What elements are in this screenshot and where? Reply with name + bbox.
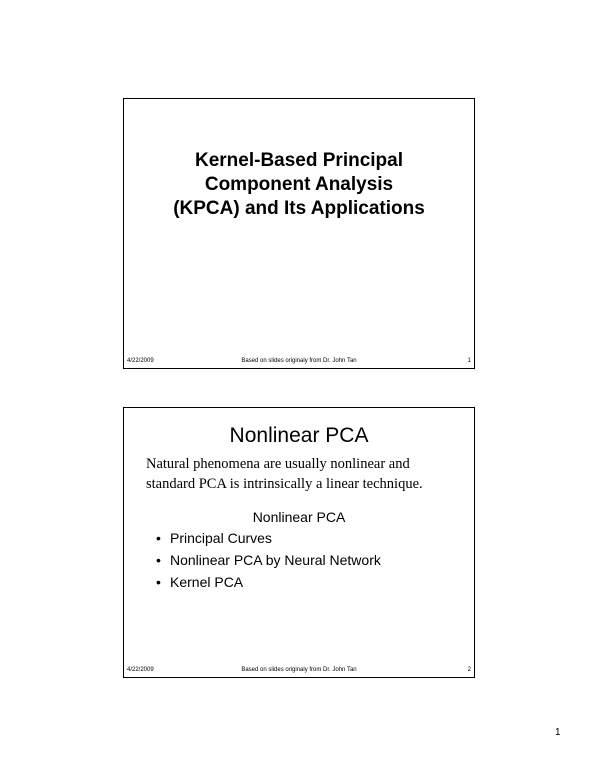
list-item	[156, 527, 381, 549]
slide-footer	[126, 356, 472, 366]
slide-intro-text	[146, 454, 466, 494]
intro-line: Natural phenomena are usually nonlinear and	[146, 456, 410, 472]
slide-title	[124, 149, 474, 221]
bullet-icon: •	[156, 552, 161, 568]
slide-2	[123, 407, 475, 678]
intro-line: standard PCA is intrinsically a linear technique.	[146, 476, 423, 492]
bullet-icon: •	[156, 530, 161, 546]
slide-title-line: Component Analysis	[204, 174, 394, 195]
list-item-text: Principal Curves	[170, 530, 272, 546]
slide-number: 2	[467, 667, 471, 673]
slide-subheading: Nonlinear PCA	[252, 509, 346, 525]
footer-credit: Based on slides originaly from Dr. John Tan	[241, 667, 357, 673]
bullet-icon: •	[156, 574, 161, 590]
list-item-text: Nonlinear PCA by Neural Network	[170, 552, 381, 568]
slide-number: 1	[467, 358, 471, 364]
footer-date: 4/22/2009	[127, 667, 154, 673]
list-item	[156, 549, 381, 571]
page-number: 1	[555, 727, 561, 738]
footer-credit: Based on slides originaly from Dr. John Tan	[241, 358, 357, 364]
list-item-text: Kernel PCA	[170, 574, 244, 590]
slide-title-line: Kernel-Based Principal	[194, 150, 404, 171]
slide-title: Nonlinear PCA	[229, 424, 369, 447]
list-item	[156, 571, 381, 593]
slide-1	[123, 98, 475, 369]
bullet-list	[156, 527, 381, 593]
slide-footer	[126, 665, 472, 675]
slide-title-line: (KPCA) and Its Applications	[173, 198, 425, 219]
footer-date: 4/22/2009	[127, 358, 154, 364]
